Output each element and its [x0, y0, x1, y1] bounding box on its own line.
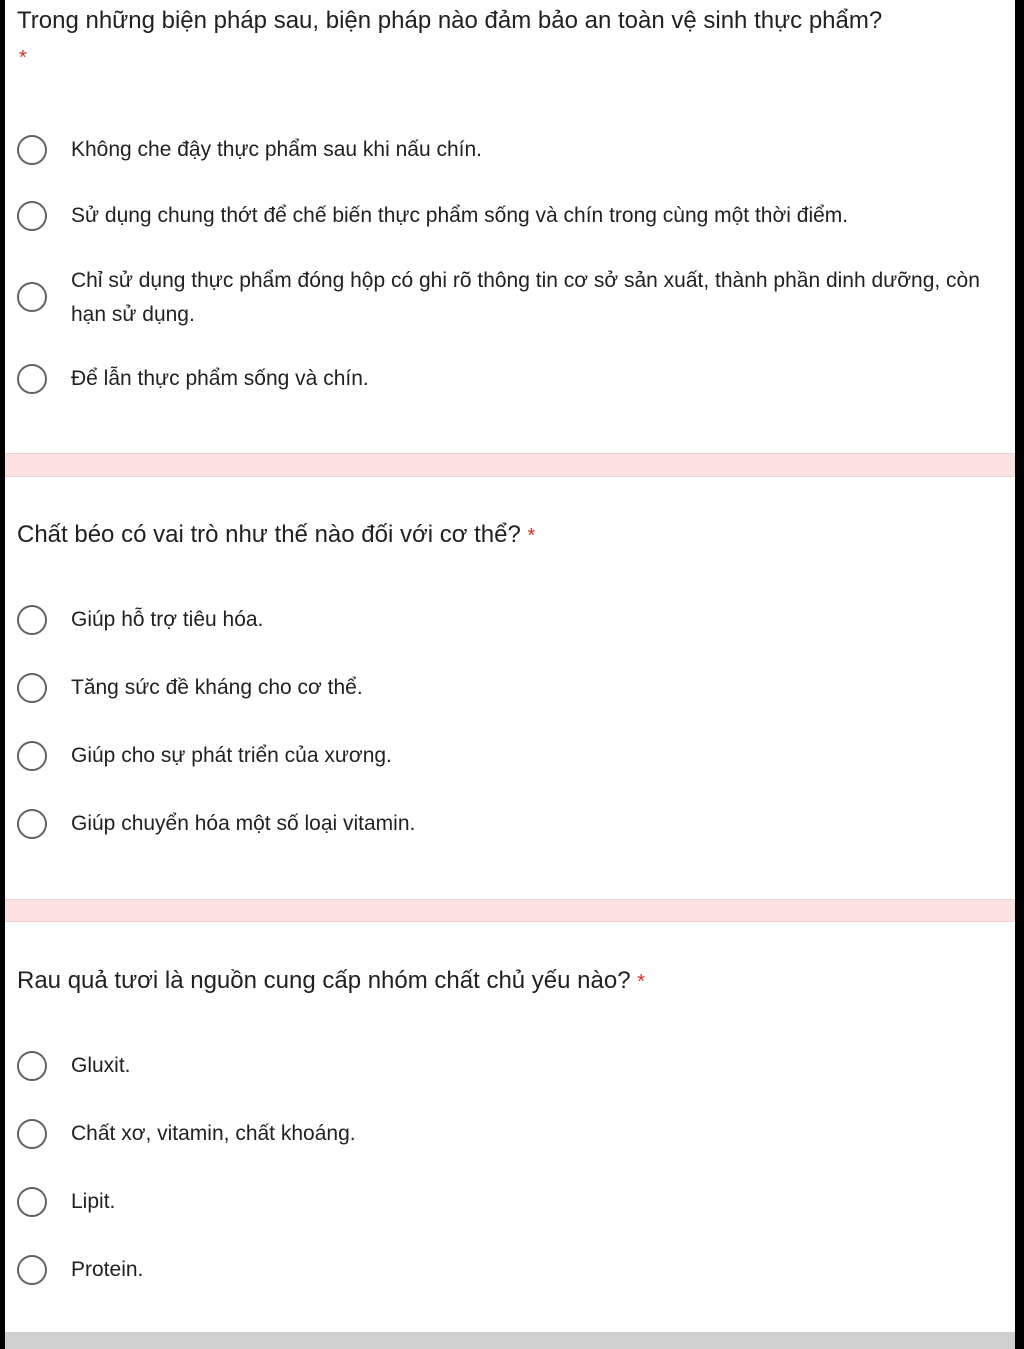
option-label: Gluxit.: [71, 1054, 131, 1077]
question-title-text: Rau quả tươi là nguồn cung cấp nhóm chất chủ yếu nào?: [17, 967, 631, 994]
question-title-3: [17, 966, 645, 997]
option-label: Để lẫn thực phẩm sống và chín.: [71, 367, 369, 390]
option-label: Chỉ sử dụng thực phẩm đóng hộp có ghi rõ thông tin cơ sở sản xuất, thành phần dinh dưỡng, còn hạn sử dụng.: [71, 269, 980, 326]
option-q1-4[interactable]: [17, 362, 1007, 396]
radio-unchecked-icon[interactable]: [17, 809, 47, 839]
radio-unchecked-icon[interactable]: [17, 1119, 47, 1149]
radio-unchecked-icon[interactable]: [17, 741, 47, 771]
question-title-text: Chất béo có vai trò như thế nào đối với cơ thể?: [17, 521, 521, 548]
option-q3-2[interactable]: [17, 1117, 1007, 1151]
option-label: Chất xơ, vitamin, chất khoáng.: [71, 1122, 356, 1145]
section-divider: [5, 899, 1015, 922]
radio-unchecked-icon[interactable]: [17, 282, 47, 312]
required-star: *: [19, 47, 27, 69]
option-q2-1[interactable]: [17, 603, 1007, 637]
option-q3-3[interactable]: [17, 1185, 1007, 1219]
required-star: *: [637, 971, 646, 993]
section-divider: [5, 453, 1015, 477]
option-q2-2[interactable]: [17, 671, 1007, 705]
radio-unchecked-icon[interactable]: [17, 1051, 47, 1081]
radio-unchecked-icon[interactable]: [17, 673, 47, 703]
question-card-3: [5, 922, 1015, 1332]
option-label: Giúp hỗ trợ tiêu hóa.: [71, 608, 264, 631]
option-q1-3[interactable]: [17, 264, 1007, 332]
option-q2-4[interactable]: [17, 807, 1007, 841]
question-card-1: [5, 0, 1015, 453]
option-q1-1[interactable]: [17, 133, 1007, 167]
question-title-2: [17, 520, 535, 551]
option-q3-4[interactable]: [17, 1253, 1007, 1287]
radio-unchecked-icon[interactable]: [17, 135, 47, 165]
form-page: [5, 0, 1015, 1349]
option-q3-1[interactable]: [17, 1049, 1007, 1083]
required-star: *: [527, 525, 536, 547]
question-title-1: [17, 6, 882, 36]
option-label: Tăng sức đề kháng cho cơ thể.: [71, 676, 363, 699]
option-label: Giúp cho sự phát triển của xương.: [71, 744, 392, 767]
option-label: Protein.: [71, 1258, 144, 1281]
option-label: Không che đậy thực phẩm sau khi nấu chín.: [71, 138, 482, 161]
option-q1-2[interactable]: [17, 199, 1007, 233]
radio-unchecked-icon[interactable]: [17, 201, 47, 231]
option-label: Lipit.: [71, 1190, 116, 1213]
option-label: Giúp chuyển hóa một số loại vitamin.: [71, 812, 416, 835]
radio-unchecked-icon[interactable]: [17, 1187, 47, 1217]
option-q2-3[interactable]: [17, 739, 1007, 773]
radio-unchecked-icon[interactable]: [17, 364, 47, 394]
radio-unchecked-icon[interactable]: [17, 1255, 47, 1285]
question-card-2: [5, 477, 1015, 899]
radio-unchecked-icon[interactable]: [17, 605, 47, 635]
question-title-text: Trong những biện pháp sau, biện pháp nào đảm bảo an toàn vệ sinh thực phẩm?: [17, 7, 883, 34]
bottom-scroll-bar: [5, 1332, 1015, 1349]
option-label: Sử dụng chung thớt để chế biến thực phẩm sống và chín trong cùng một thời điểm.: [71, 204, 849, 227]
